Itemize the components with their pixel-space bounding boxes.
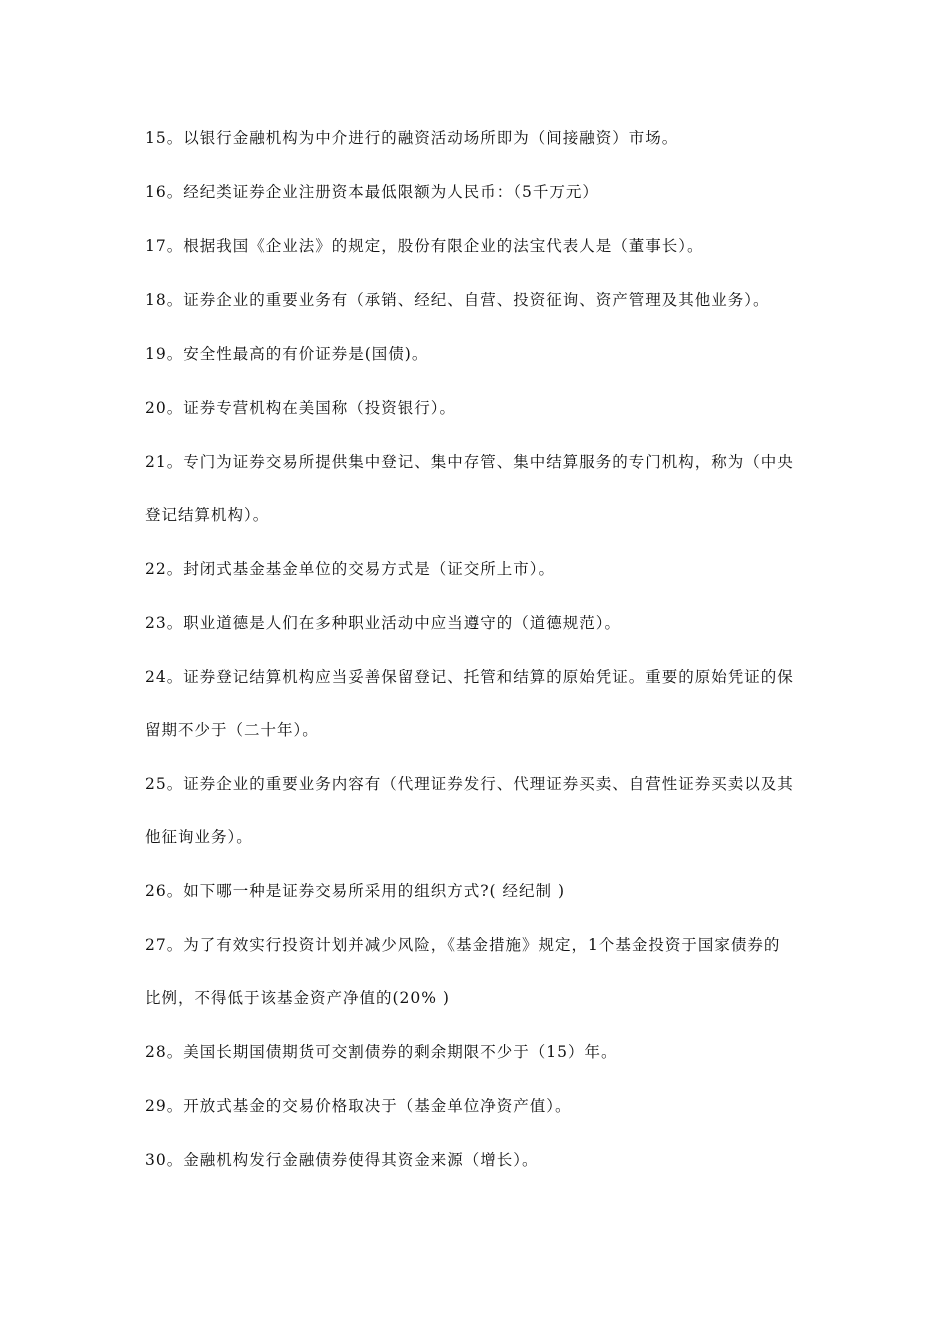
question-18 (145, 290, 825, 310)
question-20 (145, 398, 825, 418)
question-27 (145, 935, 825, 955)
question-number: 24。 (145, 668, 184, 686)
question-21-continuation: 登记结算机构）。 (145, 506, 270, 524)
question-text: 以银行金融机构为中介进行的融资活动场所即为（间接融资）市场。 (183, 129, 679, 147)
question-number: 28。 (145, 1043, 184, 1061)
question-15 (145, 128, 825, 148)
question-28 (145, 1042, 825, 1062)
question-text: 经纪类证券企业注册资本最低限额为人民币：（5千万元） (183, 183, 599, 201)
question-number: 16。 (145, 183, 184, 201)
question-24 (145, 667, 825, 687)
question-text: 证券专营机构在美国称（投资银行）。 (183, 399, 456, 417)
question-text: 根据我国《企业法》的规定，股份有限企业的法宝代表人是（董事长）。 (183, 237, 704, 255)
question-25-continuation: 他征询业务）。 (145, 828, 253, 846)
question-text: 如下哪一种是证券交易所采用的组织方式?( 经纪制 ) (183, 882, 565, 900)
question-text: 证券登记结算机构应当妥善保留登记、托管和结算的原始凭证。重要的原始凭证的保 (183, 668, 794, 686)
question-25 (145, 774, 825, 794)
question-22 (145, 559, 825, 579)
question-number: 15。 (145, 129, 184, 147)
question-29 (145, 1096, 825, 1116)
question-text: 美国长期国债期货可交割债券的剩余期限不少于（15）年。 (183, 1043, 618, 1061)
question-19 (145, 344, 825, 364)
question-27-continuation: 比例，不得低于该基金资产净值的(20% ) (145, 989, 450, 1007)
question-text: 开放式基金的交易价格取决于（基金单位净资产值）。 (183, 1097, 572, 1115)
question-text: 为了有效实行投资计划并减少风险，《基金措施》规定，1个基金投资于国家债券的 (183, 936, 781, 954)
question-26 (145, 881, 825, 901)
question-24-continuation: 留期不少于（二十年）。 (145, 721, 319, 739)
question-30 (145, 1150, 825, 1170)
question-number: 20。 (145, 399, 184, 417)
question-text: 证券企业的重要业务有（承销、经纪、自营、投资征询、资产管理及其他业务）。 (183, 291, 770, 309)
question-text: 证券企业的重要业务内容有（代理证券发行、代理证券买卖、自营性证券买卖以及其 (183, 775, 794, 793)
question-number: 30。 (145, 1151, 184, 1169)
question-number: 29。 (145, 1097, 184, 1115)
question-number: 23。 (145, 614, 184, 632)
question-number: 18。 (145, 291, 184, 309)
question-16 (145, 182, 825, 202)
question-text: 封闭式基金基金单位的交易方式是（证交所上市）。 (183, 560, 555, 578)
question-text: 职业道德是人们在多种职业活动中应当遵守的（道德规范）。 (183, 614, 621, 632)
question-23 (145, 613, 825, 633)
question-17 (145, 236, 825, 256)
question-number: 26。 (145, 882, 184, 900)
question-text: 专门为证券交易所提供集中登记、集中存管、集中结算服务的专门机构，称为（中央 (183, 453, 794, 471)
question-number: 27。 (145, 936, 184, 954)
question-number: 19。 (145, 345, 184, 363)
question-number: 17。 (145, 237, 184, 255)
question-text: 金融机构发行金融债券使得其资金来源（增长）。 (183, 1151, 539, 1169)
question-number: 25。 (145, 775, 184, 793)
question-21 (145, 452, 825, 472)
question-number: 22。 (145, 560, 184, 578)
question-text: 安全性最高的有价证券是(国债)。 (183, 345, 429, 363)
question-number: 21。 (145, 453, 184, 471)
